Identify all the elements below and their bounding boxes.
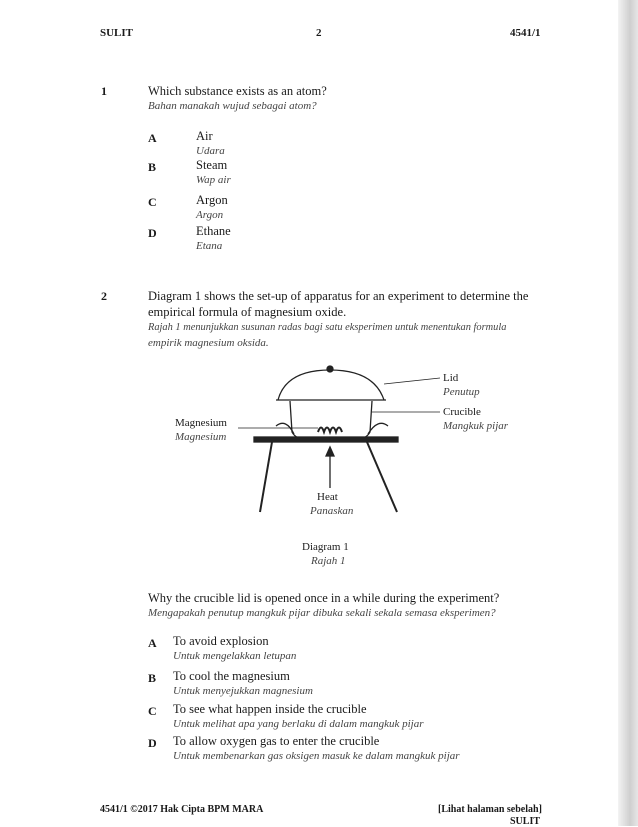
q1-option-d-text-ms: Etana — [196, 240, 223, 252]
label-heat-ms: Panaskan — [310, 505, 354, 517]
page-number: 2 — [316, 27, 322, 39]
q2-option-d-text-ms: Untuk membenarkan gas oksigen masuk ke dalam mangkuk pijar — [173, 750, 460, 762]
question-1-text: Which substance exists as an atom? — [148, 84, 327, 98]
crucible-lid — [278, 370, 384, 400]
q1-option-a-text[interactable]: Air — [196, 129, 213, 143]
q2-option-d-letter[interactable]: D — [148, 736, 157, 750]
q2-option-c-text-ms: Untuk melihat apa yang berlaku di dalam mangkuk pijar — [173, 718, 424, 730]
label-magnesium: Magnesium — [175, 417, 227, 429]
footer-sulit: SULIT — [510, 816, 541, 827]
q1-option-a-text-ms: Udara — [196, 145, 225, 157]
tripod-top — [254, 437, 398, 442]
q2-option-c-text[interactable]: To see what happen inside the crucible — [173, 702, 367, 716]
label-heat: Heat — [317, 491, 338, 503]
q1-option-a-letter[interactable]: A — [148, 131, 157, 145]
q2-option-d-text[interactable]: To allow oxygen gas to enter the crucible — [173, 734, 380, 748]
question-2-text: Why the crucible lid is opened once in a while during the experiment? — [148, 591, 500, 605]
q2-option-a-letter[interactable]: A — [148, 636, 157, 650]
question-2-intro-line2: empirical formula of magnesium oxide. — [148, 305, 347, 319]
label-crucible-ms: Mangkuk pijar — [443, 420, 509, 432]
question-1-number: 1 — [101, 84, 107, 98]
q1-option-c-text[interactable]: Argon — [196, 193, 228, 207]
q1-option-b-letter[interactable]: B — [148, 160, 157, 174]
q2-option-c-letter[interactable]: C — [148, 704, 157, 718]
question-2-intro-line1: Diagram 1 shows the set-up of apparatus for an experiment to determine the — [148, 289, 529, 303]
magnesium-coil — [318, 428, 342, 433]
label-crucible: Crucible — [443, 406, 481, 418]
header-sulit: SULIT — [100, 27, 134, 39]
lid-knob — [327, 366, 333, 372]
label-lid-ms: Penutup — [443, 386, 480, 398]
question-2-intro-ms-line1: Rajah 1 menunjukkan susunan radas bagi satu eksperimen untuk menentukan formula — [148, 322, 507, 333]
diagram-caption-ms: Rajah 1 — [311, 555, 346, 567]
q1-option-b-text-ms: Wap air — [196, 174, 231, 186]
question-2-number: 2 — [101, 289, 107, 303]
q1-option-c-letter[interactable]: C — [148, 195, 157, 209]
diagram-caption: Diagram 1 — [302, 541, 349, 553]
q2-option-b-text-ms: Untuk menyejukkan magnesium — [173, 685, 313, 697]
q2-option-a-text-ms: Untuk mengelakkan letupan — [173, 650, 297, 662]
q1-option-c-text-ms: Argon — [196, 209, 224, 221]
q2-option-b-text[interactable]: To cool the magnesium — [173, 669, 290, 683]
question-2-text-ms: Mengapakah penutup mangkuk pijar dibuka sekali sekala semasa eksperimen? — [148, 607, 496, 619]
question-2-intro-ms-line2: empirik magnesium oksida. — [148, 337, 269, 349]
footer-next-page: [Lihat halaman sebelah] — [438, 804, 542, 815]
tripod-leg-right — [367, 442, 397, 512]
q1-option-b-text[interactable]: Steam — [196, 158, 228, 172]
crucible-body — [290, 401, 372, 440]
paper-code: 4541/1 — [510, 27, 541, 39]
label-lid: Lid — [443, 372, 459, 384]
q1-option-d-letter[interactable]: D — [148, 226, 157, 240]
label-magnesium-ms: Magnesium — [175, 431, 227, 443]
question-1-text-ms: Bahan manakah wujud sebagai atom? — [148, 100, 317, 112]
footer-copyright: 4541/1 ©2017 Hak Cipta BPM MARA — [100, 804, 264, 815]
tripod-leg-left — [260, 442, 272, 512]
q2-option-b-letter[interactable]: B — [148, 671, 157, 685]
q2-option-a-text[interactable]: To avoid explosion — [173, 634, 269, 648]
q1-option-d-text[interactable]: Ethane — [196, 224, 231, 238]
